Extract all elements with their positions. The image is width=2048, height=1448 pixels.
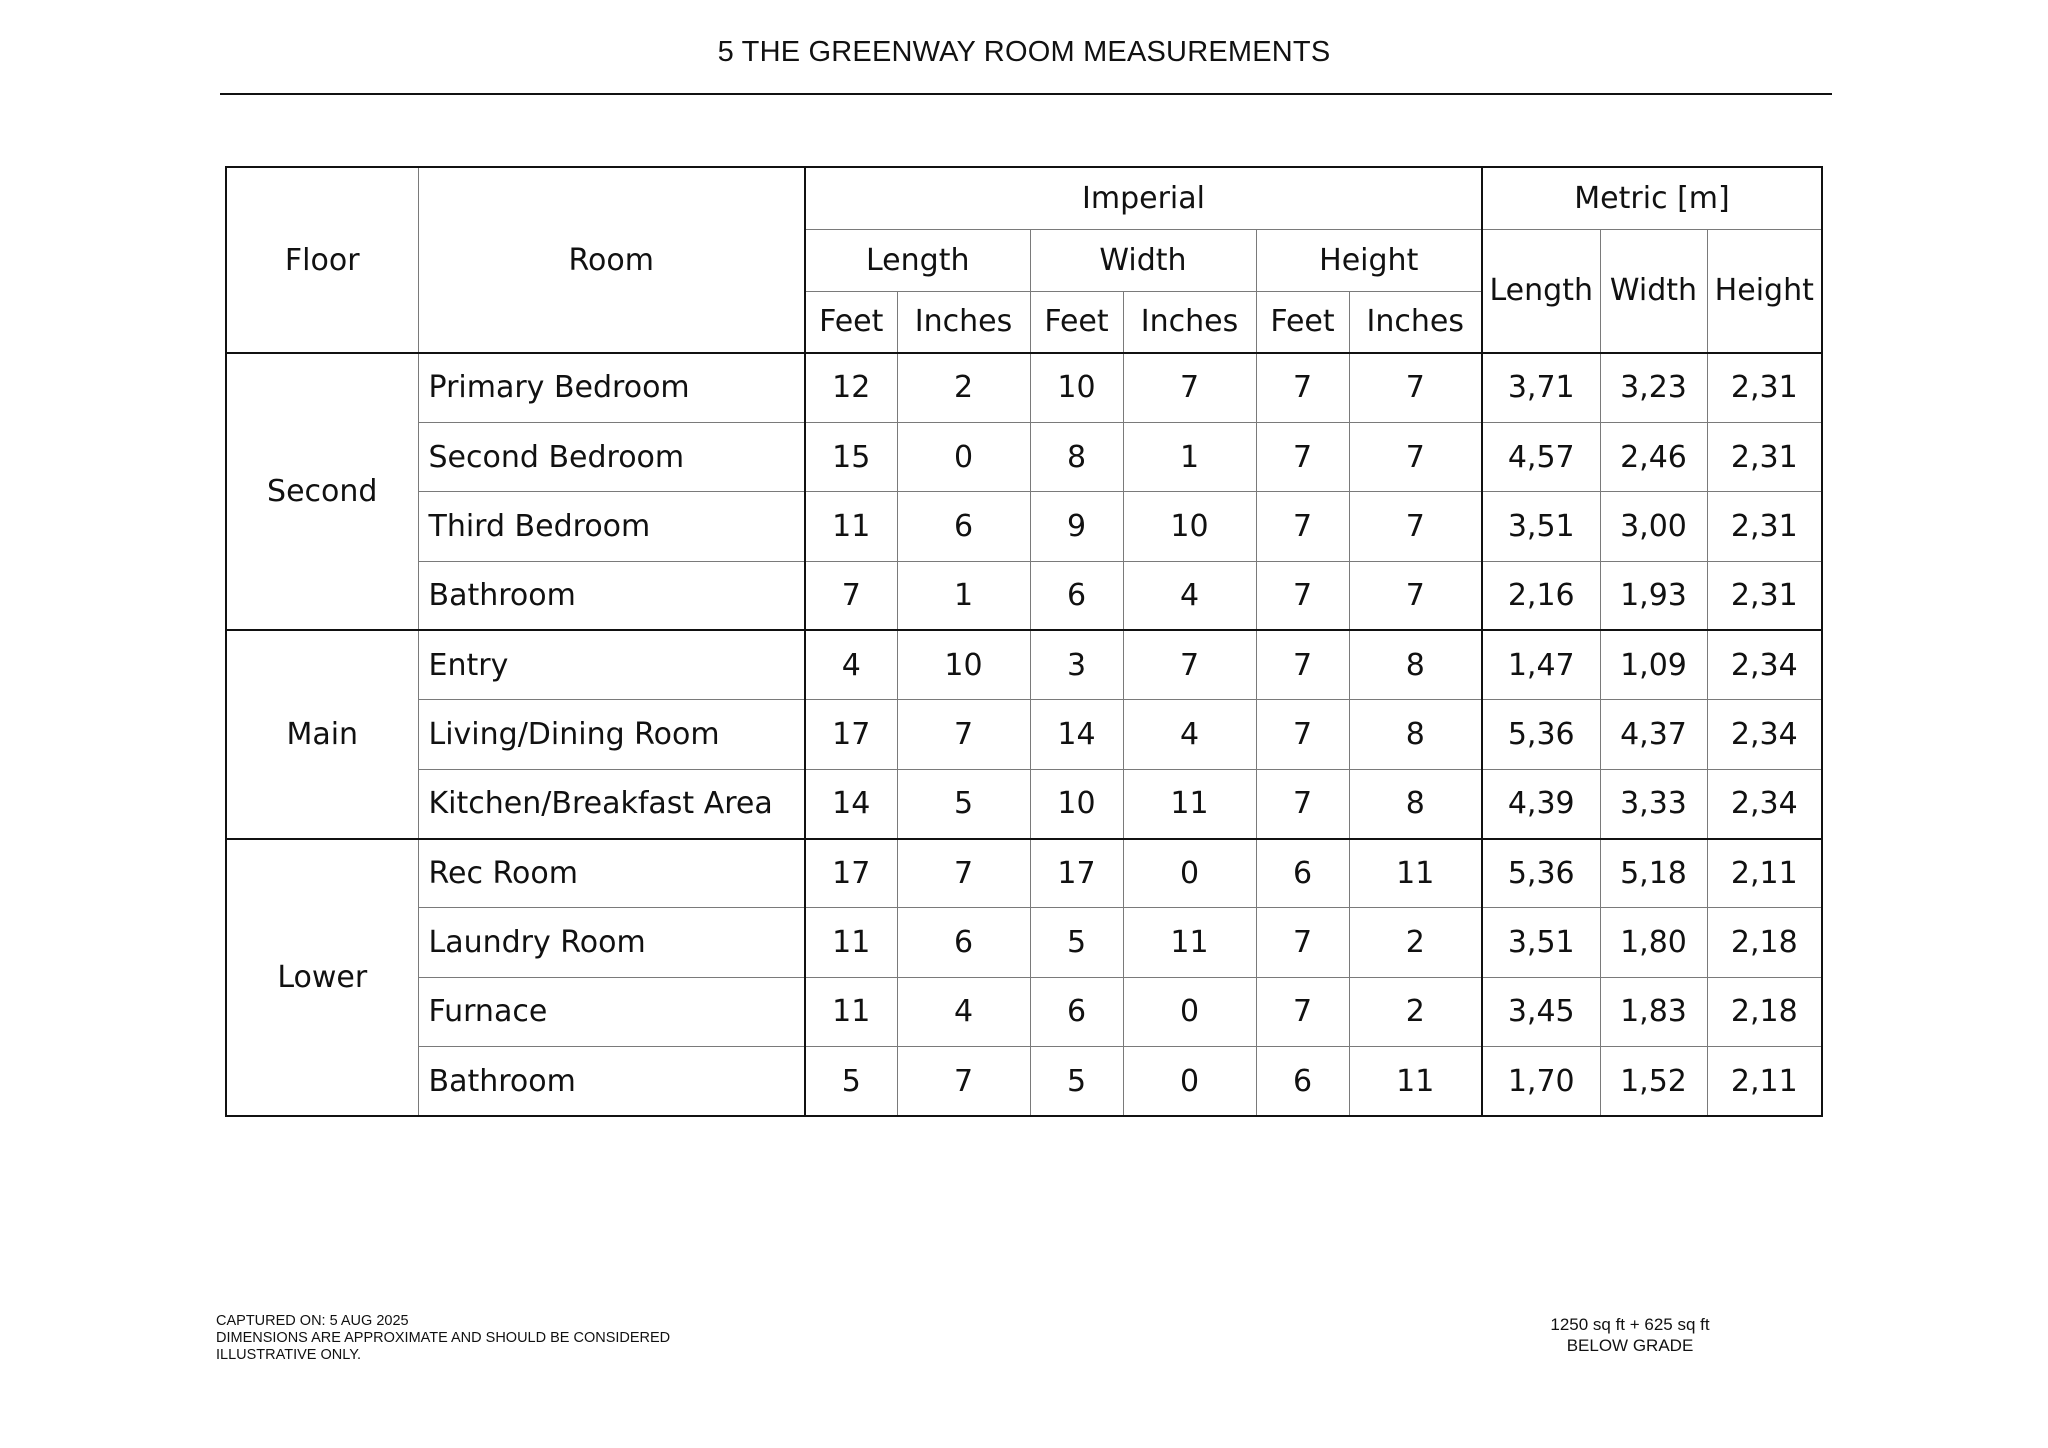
header-metric-width: Width xyxy=(1600,229,1707,353)
header-width-inches: Inches xyxy=(1123,291,1256,353)
area-total: 1250 sq ft + 625 sq ft xyxy=(1550,1315,1710,1334)
width-inches-cell: 11 xyxy=(1123,769,1256,838)
disclaimer-line-2: ILLUSTRATIVE ONLY. xyxy=(216,1347,362,1363)
table-row xyxy=(226,561,1822,630)
header-floor: Floor xyxy=(226,167,418,353)
floor-cell: Second xyxy=(226,353,418,630)
room-name-cell: Rec Room xyxy=(418,839,805,908)
height-feet-cell: 7 xyxy=(1256,908,1349,977)
header-imperial-length: Length xyxy=(805,229,1030,291)
height-feet-cell: 7 xyxy=(1256,492,1349,561)
height-feet-cell: 7 xyxy=(1256,700,1349,769)
metric-width-cell: 4,37 xyxy=(1600,700,1707,769)
width-inches-cell: 0 xyxy=(1123,839,1256,908)
height-inches-cell: 2 xyxy=(1349,908,1482,977)
height-feet-cell: 7 xyxy=(1256,422,1349,491)
width-inches-cell: 7 xyxy=(1123,630,1256,699)
metric-height-cell: 2,34 xyxy=(1707,769,1822,838)
metric-width-cell: 1,80 xyxy=(1600,908,1707,977)
table-row xyxy=(226,908,1822,977)
height-inches-cell: 11 xyxy=(1349,1047,1482,1116)
table-row xyxy=(226,353,1822,422)
metric-width-cell: 1,09 xyxy=(1600,630,1707,699)
metric-length-cell: 3,71 xyxy=(1482,353,1600,422)
height-inches-cell: 8 xyxy=(1349,630,1482,699)
metric-width-cell: 1,52 xyxy=(1600,1047,1707,1116)
width-inches-cell: 1 xyxy=(1123,422,1256,491)
length-inches-cell: 4 xyxy=(897,977,1030,1046)
length-feet-cell: 15 xyxy=(805,422,897,491)
length-feet-cell: 11 xyxy=(805,908,897,977)
height-feet-cell: 7 xyxy=(1256,977,1349,1046)
metric-height-cell: 2,11 xyxy=(1707,839,1822,908)
metric-width-cell: 3,00 xyxy=(1600,492,1707,561)
height-feet-cell: 7 xyxy=(1256,769,1349,838)
metric-length-cell: 2,16 xyxy=(1482,561,1600,630)
width-feet-cell: 6 xyxy=(1030,977,1123,1046)
metric-length-cell: 4,57 xyxy=(1482,422,1600,491)
length-inches-cell: 6 xyxy=(897,492,1030,561)
length-inches-cell: 6 xyxy=(897,908,1030,977)
width-feet-cell: 5 xyxy=(1030,908,1123,977)
metric-width-cell: 1,93 xyxy=(1600,561,1707,630)
length-inches-cell: 5 xyxy=(897,769,1030,838)
header-metric-height: Height xyxy=(1707,229,1822,353)
header-metric-length: Length xyxy=(1482,229,1600,353)
width-inches-cell: 4 xyxy=(1123,561,1256,630)
length-feet-cell: 11 xyxy=(805,492,897,561)
table-row xyxy=(226,492,1822,561)
length-feet-cell: 7 xyxy=(805,561,897,630)
room-name-cell: Laundry Room xyxy=(418,908,805,977)
width-feet-cell: 8 xyxy=(1030,422,1123,491)
area-below-grade: BELOW GRADE xyxy=(1566,1336,1694,1355)
captured-date: CAPTURED ON: 5 AUG 2025 xyxy=(216,1313,409,1329)
metric-length-cell: 4,39 xyxy=(1482,769,1600,838)
width-inches-cell: 0 xyxy=(1123,977,1256,1046)
metric-width-cell: 1,83 xyxy=(1600,977,1707,1046)
room-name-cell: Entry xyxy=(418,630,805,699)
length-inches-cell: 1 xyxy=(897,561,1030,630)
height-feet-cell: 7 xyxy=(1256,630,1349,699)
width-feet-cell: 17 xyxy=(1030,839,1123,908)
header-imperial: Imperial xyxy=(805,167,1482,229)
header-length-inches: Inches xyxy=(897,291,1030,353)
table-row xyxy=(226,700,1822,769)
table-row xyxy=(226,839,1822,908)
metric-length-cell: 3,51 xyxy=(1482,492,1600,561)
metric-length-cell: 5,36 xyxy=(1482,839,1600,908)
table-body xyxy=(226,353,1822,1116)
length-inches-cell: 7 xyxy=(897,700,1030,769)
metric-height-cell: 2,31 xyxy=(1707,561,1822,630)
metric-height-cell: 2,18 xyxy=(1707,908,1822,977)
height-inches-cell: 7 xyxy=(1349,561,1482,630)
width-feet-cell: 9 xyxy=(1030,492,1123,561)
disclaimer-line-1: DIMENSIONS ARE APPROXIMATE AND SHOULD BE CONSIDERED xyxy=(216,1330,671,1346)
width-feet-cell: 10 xyxy=(1030,769,1123,838)
height-feet-cell: 6 xyxy=(1256,839,1349,908)
height-inches-cell: 2 xyxy=(1349,977,1482,1046)
header-imperial-height: Height xyxy=(1256,229,1482,291)
title-divider xyxy=(220,93,1832,95)
length-feet-cell: 14 xyxy=(805,769,897,838)
table-row xyxy=(226,977,1822,1046)
room-name-cell: Second Bedroom xyxy=(418,422,805,491)
height-inches-cell: 7 xyxy=(1349,492,1482,561)
metric-length-cell: 1,70 xyxy=(1482,1047,1600,1116)
length-inches-cell: 2 xyxy=(897,353,1030,422)
width-inches-cell: 7 xyxy=(1123,353,1256,422)
width-inches-cell: 11 xyxy=(1123,908,1256,977)
metric-height-cell: 2,31 xyxy=(1707,353,1822,422)
metric-width-cell: 2,46 xyxy=(1600,422,1707,491)
metric-height-cell: 2,18 xyxy=(1707,977,1822,1046)
room-name-cell: Primary Bedroom xyxy=(418,353,805,422)
height-inches-cell: 7 xyxy=(1349,422,1482,491)
metric-length-cell: 5,36 xyxy=(1482,700,1600,769)
width-inches-cell: 0 xyxy=(1123,1047,1256,1116)
header-width-feet: Feet xyxy=(1030,291,1123,353)
room-name-cell: Third Bedroom xyxy=(418,492,805,561)
table-row xyxy=(226,422,1822,491)
area-summary xyxy=(1520,1314,1740,1356)
metric-width-cell: 3,33 xyxy=(1600,769,1707,838)
width-feet-cell: 3 xyxy=(1030,630,1123,699)
length-inches-cell: 7 xyxy=(897,839,1030,908)
room-name-cell: Furnace xyxy=(418,977,805,1046)
room-name-cell: Bathroom xyxy=(418,1047,805,1116)
height-feet-cell: 7 xyxy=(1256,353,1349,422)
room-name-cell: Kitchen/Breakfast Area xyxy=(418,769,805,838)
width-inches-cell: 4 xyxy=(1123,700,1256,769)
length-feet-cell: 4 xyxy=(805,630,897,699)
room-measurements-table xyxy=(225,166,1823,1117)
length-feet-cell: 12 xyxy=(805,353,897,422)
length-inches-cell: 10 xyxy=(897,630,1030,699)
metric-length-cell: 1,47 xyxy=(1482,630,1600,699)
metric-length-cell: 3,45 xyxy=(1482,977,1600,1046)
metric-length-cell: 3,51 xyxy=(1482,908,1600,977)
length-feet-cell: 5 xyxy=(805,1047,897,1116)
height-inches-cell: 11 xyxy=(1349,839,1482,908)
height-inches-cell: 7 xyxy=(1349,353,1482,422)
room-name-cell: Living/Dining Room xyxy=(418,700,805,769)
metric-height-cell: 2,34 xyxy=(1707,700,1822,769)
metric-height-cell: 2,11 xyxy=(1707,1047,1822,1116)
width-feet-cell: 5 xyxy=(1030,1047,1123,1116)
table-row xyxy=(226,630,1822,699)
floor-cell: Lower xyxy=(226,839,418,1116)
header-height-inches: Inches xyxy=(1349,291,1482,353)
height-inches-cell: 8 xyxy=(1349,700,1482,769)
height-inches-cell: 8 xyxy=(1349,769,1482,838)
length-feet-cell: 17 xyxy=(805,839,897,908)
metric-height-cell: 2,31 xyxy=(1707,422,1822,491)
header-length-feet: Feet xyxy=(805,291,897,353)
table-header xyxy=(226,167,1822,353)
metric-width-cell: 5,18 xyxy=(1600,839,1707,908)
floor-cell: Main xyxy=(226,630,418,838)
footer-notes xyxy=(216,1313,670,1364)
table-row xyxy=(226,769,1822,838)
header-room: Room xyxy=(418,167,805,353)
length-feet-cell: 17 xyxy=(805,700,897,769)
header-height-feet: Feet xyxy=(1256,291,1349,353)
length-inches-cell: 7 xyxy=(897,1047,1030,1116)
page-title: 5 THE GREENWAY ROOM MEASUREMENTS xyxy=(717,36,1331,68)
width-inches-cell: 10 xyxy=(1123,492,1256,561)
table-row xyxy=(226,1047,1822,1116)
length-feet-cell: 11 xyxy=(805,977,897,1046)
metric-width-cell: 3,23 xyxy=(1600,353,1707,422)
room-name-cell: Bathroom xyxy=(418,561,805,630)
width-feet-cell: 6 xyxy=(1030,561,1123,630)
header-imperial-width: Width xyxy=(1030,229,1256,291)
header-metric: Metric [m] xyxy=(1482,167,1822,229)
length-inches-cell: 0 xyxy=(897,422,1030,491)
width-feet-cell: 14 xyxy=(1030,700,1123,769)
metric-height-cell: 2,34 xyxy=(1707,630,1822,699)
height-feet-cell: 7 xyxy=(1256,561,1349,630)
height-feet-cell: 6 xyxy=(1256,1047,1349,1116)
width-feet-cell: 10 xyxy=(1030,353,1123,422)
metric-height-cell: 2,31 xyxy=(1707,492,1822,561)
